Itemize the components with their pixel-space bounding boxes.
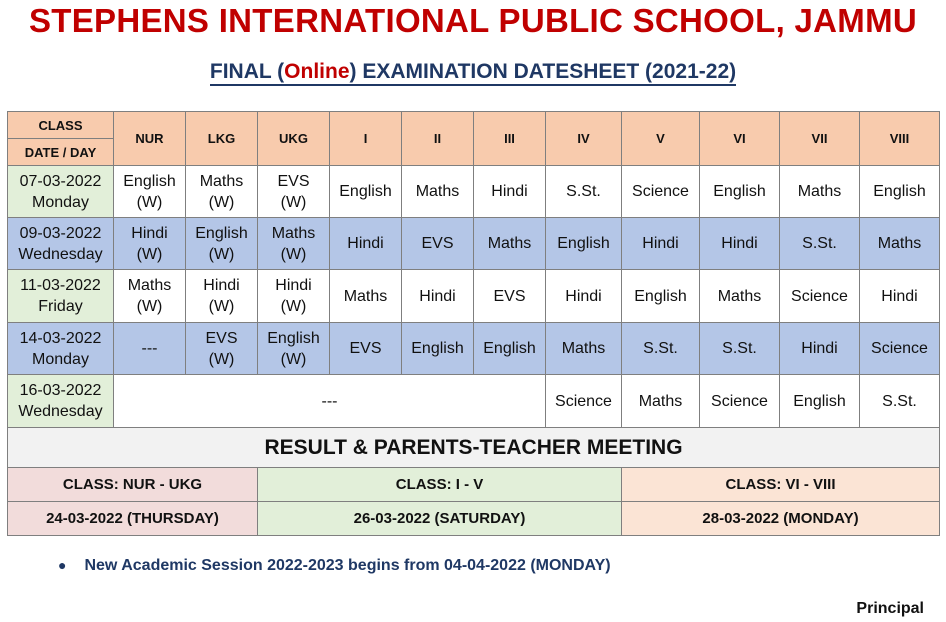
bullet-icon: ● <box>58 557 67 573</box>
session-note-text: New Academic Session 2022-2023 begins from 04-04-2022 (MONDAY) <box>84 557 611 574</box>
date-day-header-label: DATE / DAY <box>8 139 114 166</box>
table-row <box>8 166 940 218</box>
subject-cell: Science <box>622 166 700 218</box>
date-cell: 16-03-2022 Wednesday <box>8 375 114 428</box>
subject-cell: Science <box>546 375 622 428</box>
subject-cell: English (W) <box>258 323 330 375</box>
class-header: LKG <box>186 112 258 166</box>
subject-cell: EVS <box>474 270 546 323</box>
subject-cell: Hindi (W) <box>114 218 186 270</box>
result-date: 28-03-2022 (MONDAY) <box>622 502 940 536</box>
subject-cell: S.St. <box>622 323 700 375</box>
date-cell: 14-03-2022 Monday <box>8 323 114 375</box>
result-date: 26-03-2022 (SATURDAY) <box>258 502 622 536</box>
title-online: Online <box>284 60 350 83</box>
class-header: V <box>622 112 700 166</box>
table-row <box>8 375 940 428</box>
subject-cell: S.St. <box>780 218 860 270</box>
date-cell: 07-03-2022 Monday <box>8 166 114 218</box>
subject-cell: Maths <box>402 166 474 218</box>
subject-cell: Maths <box>700 270 780 323</box>
principal-signature-label: Principal <box>856 600 924 617</box>
class-header: III <box>474 112 546 166</box>
result-class-label: CLASS: NUR - UKG <box>8 468 258 502</box>
title-prefix: FINAL ( <box>209 60 285 83</box>
subject-cell: Maths <box>474 218 546 270</box>
table-row <box>8 323 940 375</box>
subject-cell: EVS (W) <box>186 323 258 375</box>
subject-cell: Hindi <box>622 218 700 270</box>
subject-cell: Maths (W) <box>186 166 258 218</box>
subject-cell: English <box>330 166 402 218</box>
result-date: 24-03-2022 (THURSDAY) <box>8 502 258 536</box>
date-cell: 09-03-2022 Wednesday <box>8 218 114 270</box>
subject-cell: Hindi <box>546 270 622 323</box>
subject-cell: --- <box>114 323 186 375</box>
subject-cell: Maths <box>780 166 860 218</box>
result-class-label: CLASS: VI - VIII <box>622 468 940 502</box>
subject-cell: Hindi <box>780 323 860 375</box>
subject-cell: English <box>402 323 474 375</box>
merged-empty-cell: --- <box>114 375 546 428</box>
table-row <box>8 218 940 270</box>
result-meeting-title: RESULT & PARENTS-TEACHER MEETING <box>8 428 940 468</box>
subject-cell: English <box>700 166 780 218</box>
datesheet-table <box>7 111 940 536</box>
result-class-label: CLASS: I - V <box>258 468 622 502</box>
class-header: NUR <box>114 112 186 166</box>
subject-cell: English <box>780 375 860 428</box>
datesheet-title <box>0 60 946 84</box>
subject-cell: Hindi <box>402 270 474 323</box>
subject-cell: Maths (W) <box>114 270 186 323</box>
title-suffix: ) EXAMINATION DATESHEET (2021-22) <box>349 60 737 83</box>
subject-cell: EVS (W) <box>258 166 330 218</box>
subject-cell: Hindi <box>860 270 940 323</box>
subject-cell: EVS <box>330 323 402 375</box>
subject-cell: Hindi <box>700 218 780 270</box>
subject-cell: Hindi (W) <box>186 270 258 323</box>
subject-cell: S.St. <box>700 323 780 375</box>
class-header: VII <box>780 112 860 166</box>
session-note <box>58 557 611 575</box>
subject-cell: Maths <box>622 375 700 428</box>
class-header: IV <box>546 112 622 166</box>
class-header: UKG <box>258 112 330 166</box>
class-header-label: CLASS <box>8 112 114 139</box>
subject-cell: Maths <box>860 218 940 270</box>
subject-cell: English <box>474 323 546 375</box>
subject-cell: English <box>546 218 622 270</box>
subject-cell: S.St. <box>860 375 940 428</box>
subject-cell: English <box>860 166 940 218</box>
class-header: I <box>330 112 402 166</box>
subject-cell: Maths (W) <box>258 218 330 270</box>
table-row <box>8 270 940 323</box>
subject-cell: English (W) <box>186 218 258 270</box>
subject-cell: English (W) <box>114 166 186 218</box>
subject-cell: Hindi <box>330 218 402 270</box>
class-header: II <box>402 112 474 166</box>
subject-cell: Maths <box>330 270 402 323</box>
subject-cell: Science <box>700 375 780 428</box>
subject-cell: Maths <box>546 323 622 375</box>
class-header: VI <box>700 112 780 166</box>
subject-cell: Hindi <box>474 166 546 218</box>
class-header: VIII <box>860 112 940 166</box>
school-title: STEPHENS INTERNATIONAL PUBLIC SCHOOL, JAMMU <box>28 2 918 39</box>
subject-cell: Hindi (W) <box>258 270 330 323</box>
subject-cell: EVS <box>402 218 474 270</box>
subject-cell: English <box>622 270 700 323</box>
date-cell: 11-03-2022 Friday <box>8 270 114 323</box>
subject-cell: Science <box>860 323 940 375</box>
subject-cell: Science <box>780 270 860 323</box>
subject-cell: S.St. <box>546 166 622 218</box>
